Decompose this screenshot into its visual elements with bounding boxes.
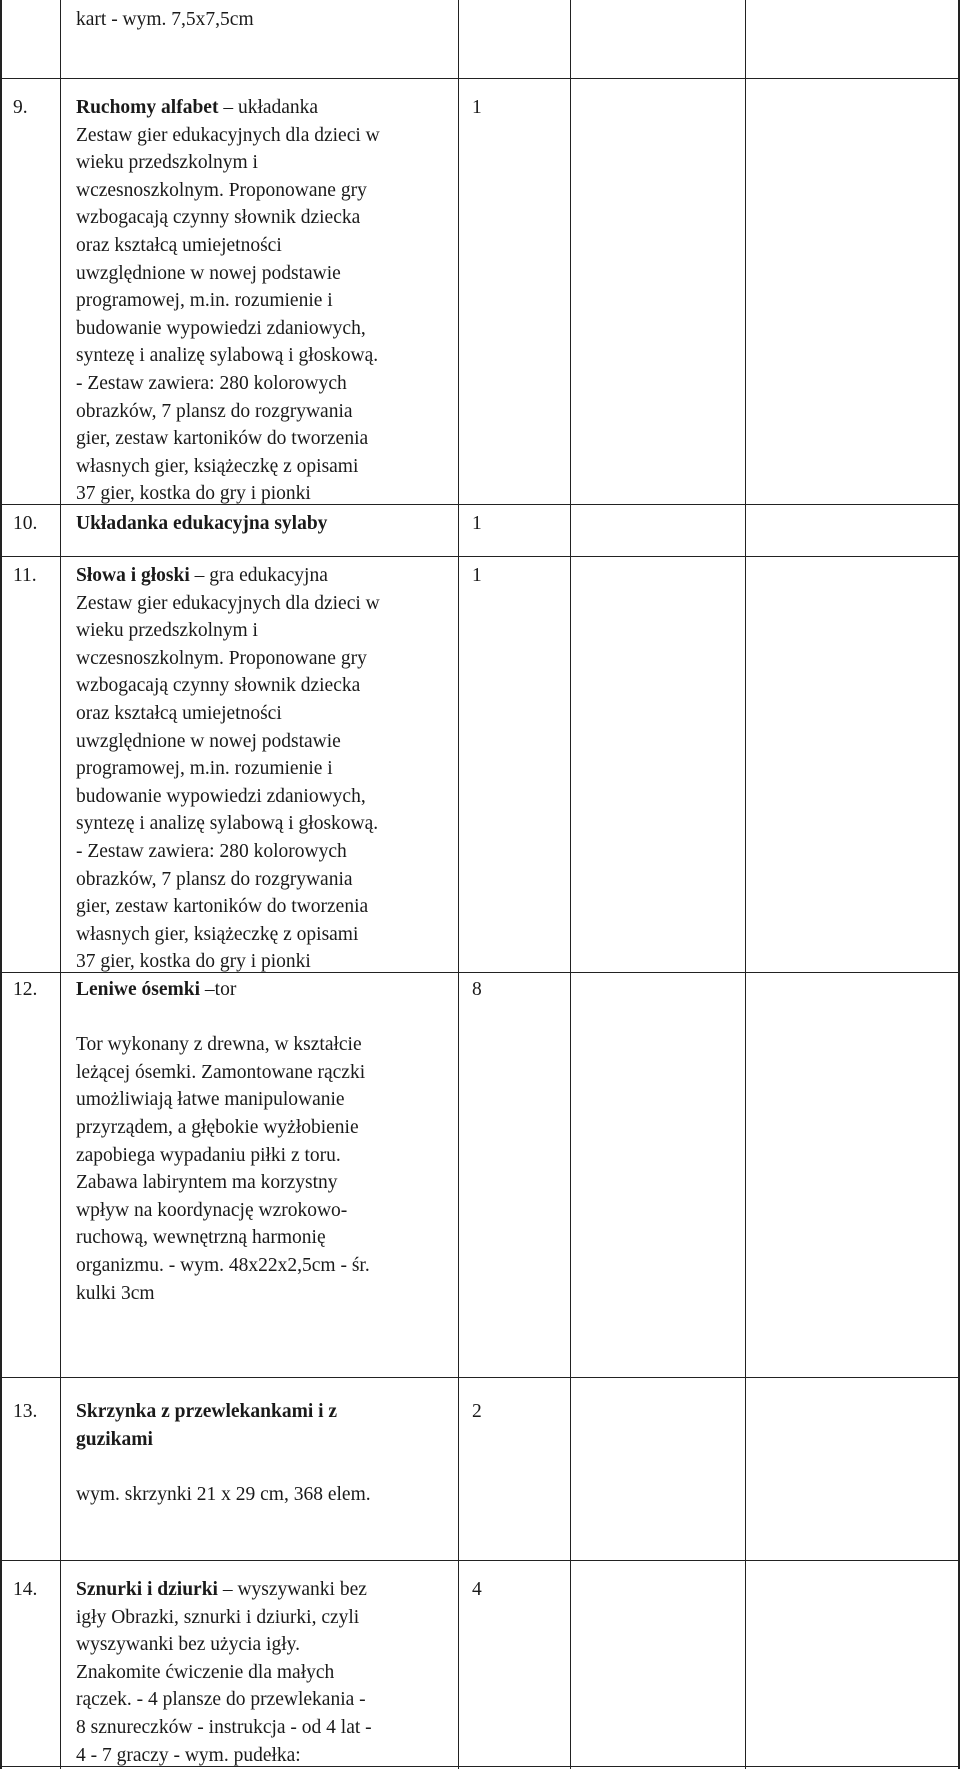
row-11-title-suffix: – gra edukacyjna — [189, 565, 328, 586]
row-12-number: 12. — [13, 979, 38, 1000]
row-12-line: zapobiega wypadaniu piłki z toru. — [76, 1144, 341, 1166]
row-12-title-line — [76, 976, 456, 1004]
row-10-description — [76, 510, 456, 538]
row-11-line: wzbogacają czynny słownik dziecka — [76, 675, 361, 697]
row-12-line: organizmu. - wym. 48x22x2,5cm - śr. — [76, 1254, 370, 1276]
row-9-line: budowanie wypowiedzi zdaniowych, — [76, 317, 366, 339]
row-9-line: Zestaw gier edukacyjnych dla dzieci w — [76, 124, 380, 146]
row-9-line: programowej, m.in. rozumienie i — [76, 290, 333, 312]
row-10-number: 10. — [13, 513, 38, 534]
row-12-line: umożliwiają łatwe manipulowanie — [76, 1089, 345, 1111]
row-12-title-suffix: –tor — [200, 979, 237, 1000]
row-14-number: 14. — [13, 1579, 38, 1600]
row-9-description — [76, 94, 456, 508]
row-9-title-line — [76, 94, 456, 122]
row-11-line: syntezę i analizę sylabową i głoskową. — [76, 813, 379, 835]
row-14-title: Sznurki i dziurki — [76, 1579, 218, 1600]
row-12-line: wpływ na koordynację wzrokowo- — [76, 1199, 348, 1221]
row-11-quantity: 1 — [472, 565, 482, 586]
row-11-title: Słowa i głoski — [76, 565, 190, 586]
row-11-line: - Zestaw zawiera: 280 kolorowych — [76, 840, 347, 862]
row-11-description — [76, 562, 456, 976]
row-9-line: wzbogacają czynny słownik dziecka — [76, 207, 361, 229]
row-11-line: obrazków, 7 plansz do rozgrywania — [76, 868, 353, 890]
row-9-line: wieku przedszkolnym i — [76, 152, 258, 174]
row-14-line: Znakomite ćwiczenie dla małych — [76, 1661, 335, 1683]
row-12-description — [76, 976, 456, 1307]
row-9-line: syntezę i analizę sylabową i głoskową. — [76, 345, 379, 367]
row-11-line: wieku przedszkolnym i — [76, 620, 258, 642]
row-9-line: wczesnoszkolnym. Proponowane gry — [76, 179, 367, 201]
row-11-title-line — [76, 562, 456, 590]
row-9-line: 37 gier, kostka do gry i pionki — [76, 483, 311, 505]
row-14-description — [76, 1576, 456, 1769]
row-9-title: Ruchomy alfabet — [76, 97, 219, 118]
top-fragment — [76, 6, 456, 34]
top-fragment-text: kart - wym. 7,5x7,5cm — [76, 9, 254, 30]
row-12-line: przyrządem, a głębokie wyżłobienie — [76, 1116, 359, 1138]
row-14-title-line — [76, 1576, 456, 1604]
row-13-number: 13. — [13, 1401, 38, 1422]
row-14-line: 8 sznureczków - instrukcja - od 4 lat - — [76, 1716, 372, 1738]
row-9-line: własnych gier, książeczkę z opisami — [76, 455, 359, 477]
row-13-description — [76, 1398, 456, 1508]
row-10-title: Układanka edukacyjna sylaby — [76, 513, 328, 534]
row-11-line: budowanie wypowiedzi zdaniowych, — [76, 785, 366, 807]
row-11-line: gier, zestaw kartoników do tworzenia — [76, 896, 369, 918]
row-9-line: gier, zestaw kartoników do tworzenia — [76, 428, 369, 450]
row-11-line: 37 gier, kostka do gry i pionki — [76, 951, 311, 973]
row-14-line: igły Obrazki, sznurki i dziurki, czyli — [76, 1606, 360, 1628]
row-11-number: 11. — [13, 565, 37, 586]
row-13-title-line2: guzikami — [76, 1428, 153, 1450]
row-11-line: programowej, m.in. rozumienie i — [76, 758, 333, 780]
row-10-quantity: 1 — [472, 513, 482, 534]
row-9-line: - Zestaw zawiera: 280 kolorowych — [76, 372, 347, 394]
row-14-line: rączek. - 4 plansze do przewlekania - — [76, 1689, 366, 1711]
row-14-line: 4 - 7 graczy - wym. pudełka: — [76, 1744, 301, 1766]
row-11-line: Zestaw gier edukacyjnych dla dzieci w — [76, 592, 380, 614]
row-9-line: obrazków, 7 plansz do rozgrywania — [76, 400, 353, 422]
row-13-quantity: 2 — [472, 1401, 482, 1422]
row-12-line: ruchową, wewnętrzną harmonię — [76, 1227, 326, 1249]
row-11-line: uwzględnione w nowej podstawie — [76, 730, 341, 752]
row-12-quantity: 8 — [472, 979, 482, 1000]
row-9-title-suffix: – układanka — [218, 97, 319, 118]
row-13-title: Skrzynka z przewlekankami i z — [76, 1401, 338, 1422]
row-14-line: wyszywanki bez użycia igły. — [76, 1634, 300, 1656]
row-9-number: 9. — [13, 97, 28, 118]
row-9-line: uwzględnione w nowej podstawie — [76, 262, 341, 284]
row-11-line: oraz kształcą umiejetności — [76, 702, 282, 724]
row-14-quantity: 4 — [472, 1579, 482, 1600]
row-9-quantity: 1 — [472, 97, 482, 118]
row-11-line: własnych gier, książeczkę z opisami — [76, 923, 359, 945]
row-12-title: Leniwe ósemki — [76, 979, 201, 1000]
row-12-line: leżącej ósemki. Zamontowane rączki — [76, 1061, 366, 1083]
row-12-line: Zabawa labiryntem ma korzystny — [76, 1172, 338, 1194]
row-12-line: Tor wykonany z drewna, w kształcie — [76, 1034, 362, 1056]
row-9-line: oraz kształcą umiejetności — [76, 234, 282, 256]
row-14-title-suffix: – wyszywanki bez — [217, 1579, 367, 1600]
row-11-line: wczesnoszkolnym. Proponowane gry — [76, 647, 367, 669]
row-13-line: wym. skrzynki 21 x 29 cm, 368 elem. — [76, 1483, 371, 1505]
row-12-line: kulki 3cm — [76, 1282, 155, 1304]
